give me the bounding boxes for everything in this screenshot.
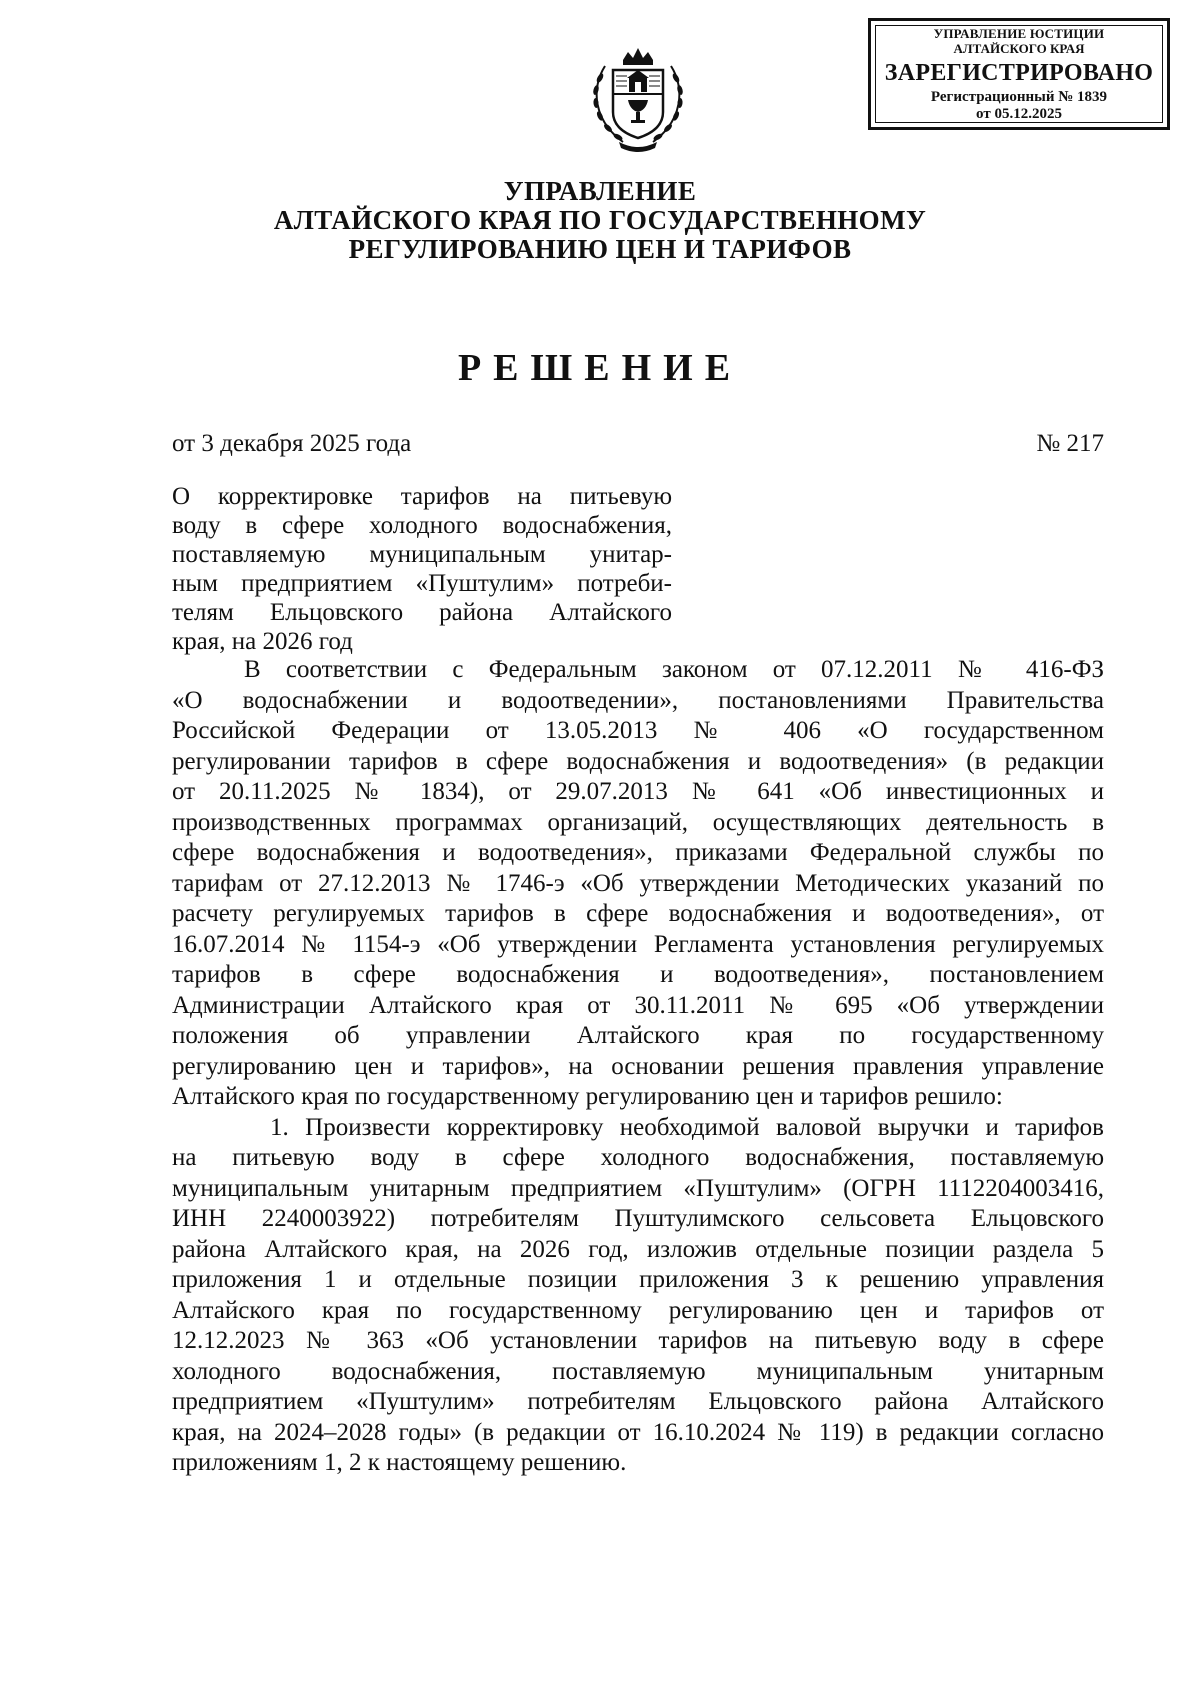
- subject-line: воду в сфере холодного водоснабжения,: [172, 512, 672, 539]
- subject-line: поставляемую муниципальным унитар-: [172, 541, 672, 568]
- body-line: 1. Произвести корректировку необходимой валовой выручки и тарифов: [270, 1113, 1104, 1141]
- item-1-paragraph: [172, 1113, 1104, 1479]
- body-line: ИНН 2240003922) потребителям Пуштулимского сельсовета Ельцовского: [172, 1205, 1104, 1232]
- body-line: Администрации Алтайского края от 30.11.2011 № 695 «Об утверждении: [172, 991, 1104, 1019]
- body-line: края, на 2024–2028 годы» (в редакции от 16.10.2024 № 119) в редакции согласно: [172, 1418, 1104, 1446]
- stamp-reg-number: Регистрационный № 1839: [930, 88, 1108, 105]
- stamp-authority-line1: УПРАВЛЕНИЕ ЮСТИЦИИ: [933, 26, 1105, 41]
- document-date: от 3 декабря 2025 года: [172, 430, 412, 457]
- stamp-authority-line2: АЛТАЙСКОГО КРАЯ: [953, 40, 1085, 56]
- registration-stamp: [868, 18, 1170, 130]
- body-line: регулированию цен и тарифов», на основании решения правления управление: [172, 1052, 1104, 1080]
- stamp-reg-date: от 05.12.2025: [976, 105, 1062, 122]
- document-type-title: РЕШЕНИЕ: [457, 347, 743, 389]
- document-subject: [172, 482, 672, 656]
- body-line: приложениям 1, 2 к настоящему решению.: [172, 1449, 627, 1476]
- body-line: 16.07.2014 № 1154-э «Об утверждении Регламента установления регулируемых: [172, 930, 1104, 958]
- subject-line: ным предприятием «Пуштулим» потреби-: [172, 570, 672, 597]
- header-line-3: РЕГУЛИРОВАНИЮ ЦЕН И ТАРИФОВ: [348, 234, 852, 264]
- body-line: от 20.11.2025 № 1834), от 29.07.2013 № 641 «Об инвестиционных и: [172, 778, 1104, 805]
- body-line: района Алтайского края, на 2026 год, изложив отдельные позиции раздела 5: [172, 1235, 1104, 1263]
- subject-line: края, на 2026 год: [172, 628, 353, 655]
- body-line: муниципальным унитарным предприятием «Пуштулим» (ОГРН 1112204003416,: [172, 1174, 1104, 1202]
- body-line: тарифам от 27.12.2013 № 1746-э «Об утверждении Методических указаний по: [172, 869, 1104, 897]
- body-line: Алтайского края по государственному регулированию цен и тарифов от: [172, 1296, 1104, 1324]
- document-body: [172, 655, 1104, 1479]
- preamble-paragraph: [172, 655, 1104, 1113]
- body-line: Российской Федерации от 13.05.2013 № 406 «О государственном: [172, 717, 1104, 744]
- subject-line: телям Ельцовского района Алтайского: [172, 599, 672, 626]
- body-line: В соответствии с Федеральным законом от 07.12.2011 № 416-ФЗ: [244, 656, 1104, 683]
- altai-krai-coat-of-arms-icon: [583, 38, 693, 158]
- body-line: «О водоснабжении и водоотведении», постановлениями Правительства: [172, 686, 1104, 714]
- document-number: № 217: [1036, 430, 1104, 457]
- stamp-status: ЗАРЕГИСТРИРОВАНО: [884, 60, 1154, 87]
- body-line: на питьевую воду в сфере холодного водоснабжения, поставляемую: [172, 1144, 1104, 1171]
- body-line: положения об управлении Алтайского края по государственному: [172, 1022, 1104, 1049]
- body-line: 12.12.2023 № 363 «Об установлении тарифов на питьевую воду в сфере: [172, 1327, 1104, 1354]
- body-line: расчету регулируемых тарифов в сфере водоснабжения и водоотведения», от: [172, 900, 1104, 927]
- subject-line: О корректировке тарифов на питьевую: [172, 483, 672, 510]
- header-line-1: УПРАВЛЕНИЕ: [503, 176, 697, 206]
- body-line: производственных программах организаций, осуществляющих деятельность в: [172, 808, 1104, 836]
- body-line: регулировании тарифов в сфере водоснабжения и водоотведения» (в редакции: [172, 747, 1104, 775]
- body-line: приложения 1 и отдельные позиции приложения 3 к решению управления: [172, 1266, 1104, 1293]
- body-line: Алтайского края по государственному регулированию цен и тарифов решило:: [172, 1083, 1003, 1110]
- body-line: тарифов в сфере водоснабжения и водоотведения», постановлением: [172, 961, 1104, 988]
- stamp-inner-border: [875, 25, 1163, 123]
- header-line-2: АЛТАЙСКОГО КРАЯ ПО ГОСУДАРСТВЕННОМУ: [273, 205, 927, 235]
- body-line: сфере водоснабжения и водоотведения», приказами Федеральной службы по: [172, 839, 1104, 866]
- body-line: холодного водоснабжения, поставляемую муниципальным унитарным: [172, 1357, 1104, 1385]
- body-line: предприятием «Пуштулим» потребителям Ельцовского района Алтайского: [172, 1388, 1104, 1415]
